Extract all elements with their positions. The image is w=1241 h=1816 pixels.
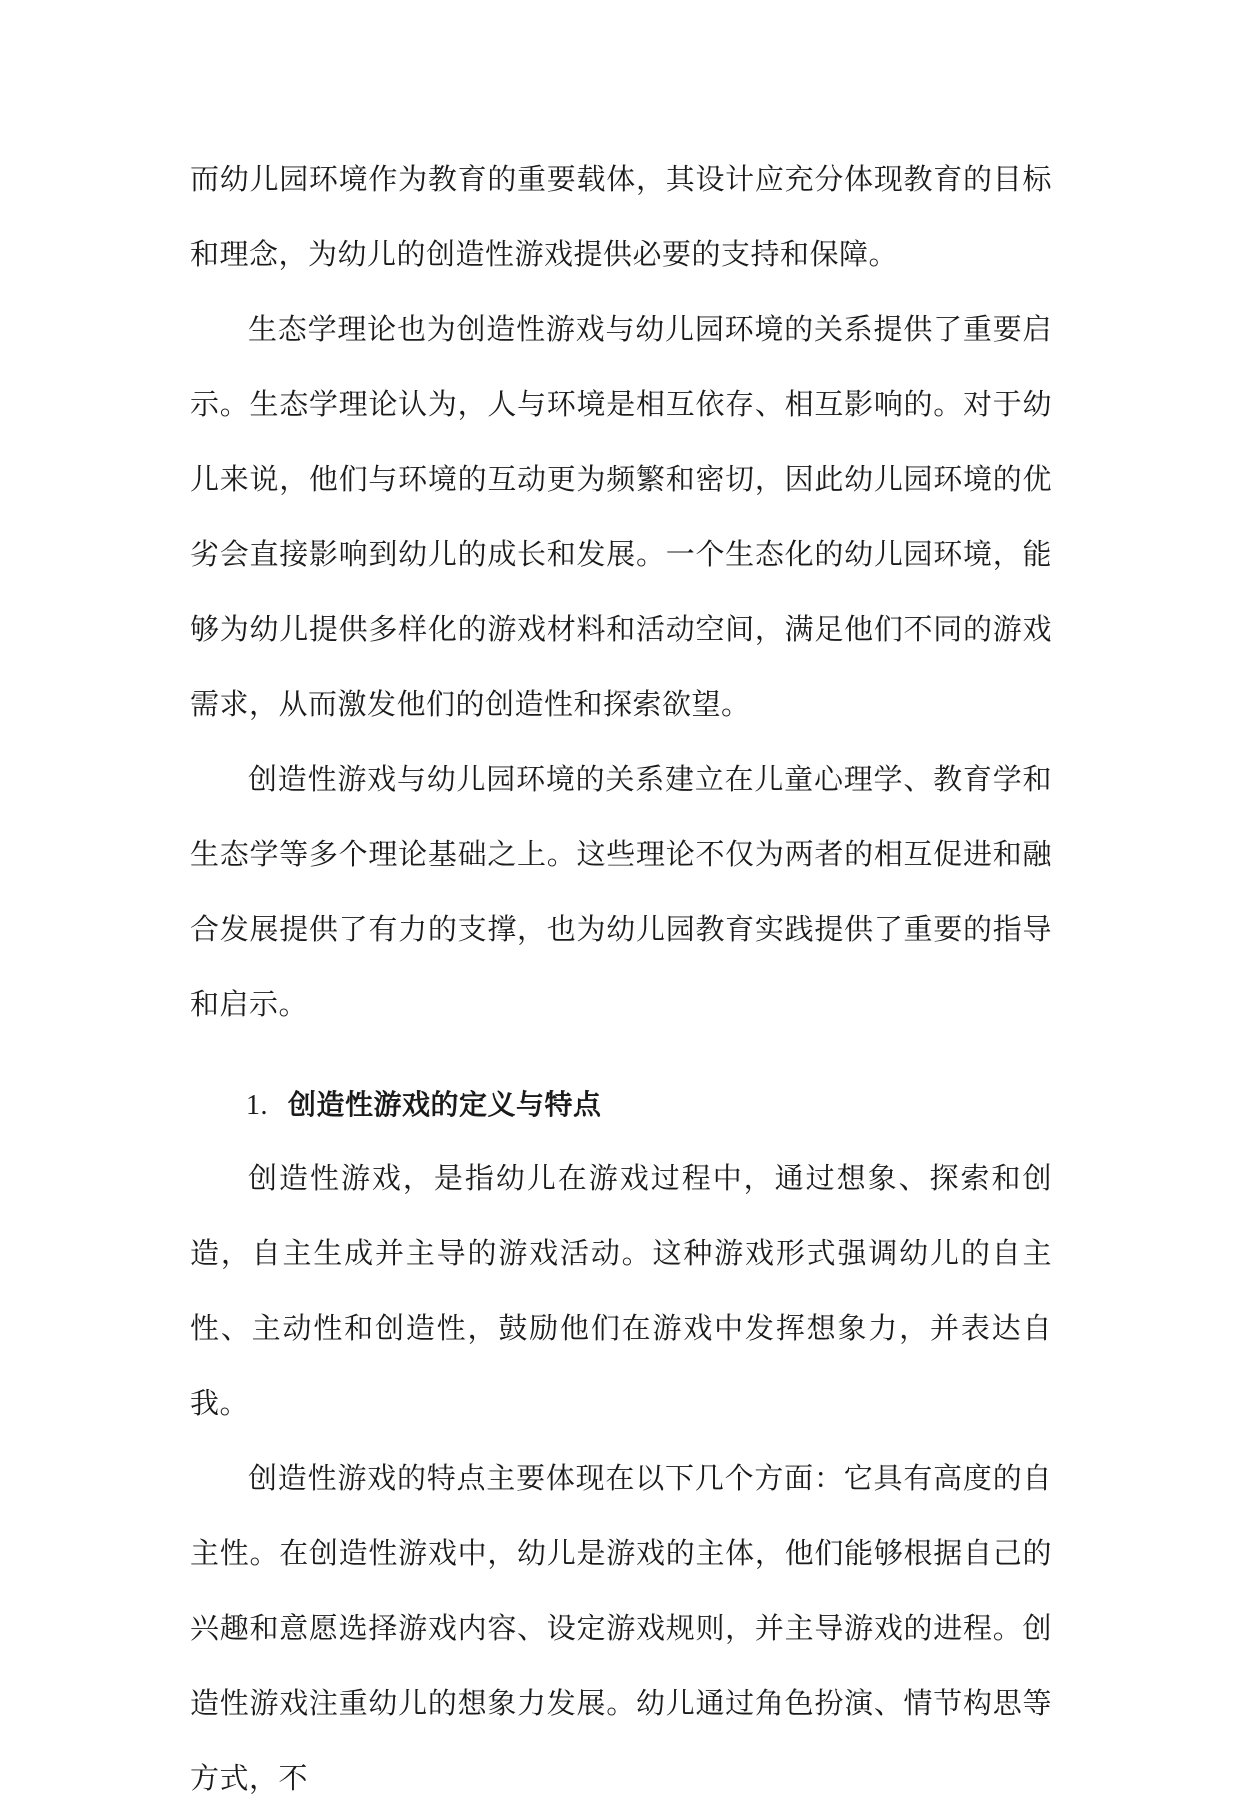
section-number: 1. <box>246 1090 268 1121</box>
paragraph-ecology-theory: 生态学理论也为创造性游戏与幼儿园环境的关系提供了重要启示。生态学理论认为，人与环境是相互依存、相互影响的。对于幼儿来说，他们与环境的互动更为频繁和密切，因此幼儿园环境的优劣会直接影响到幼儿的成长和发展。一个生态化的幼儿园环境，能够为幼儿提供多样化的游戏材料和活动空间，满足他们不同的游戏需求，从而激发他们的创造性和探索欲望。 <box>190 312 1052 721</box>
paragraph-theory-summary: 创造性游戏与幼儿园环境的关系建立在儿童心理学、教育学和生态学等多个理论基础之上。这些理论不仅为两者的相互促进和融合发展提供了有力的支撑，也为幼儿园教育实践提供了重要的指导和启示。 <box>190 762 1052 1021</box>
section-title: 创造性游戏的定义与特点 <box>288 1088 602 1121</box>
section-heading <box>190 1070 1052 1141</box>
paragraph-characteristics: 创造性游戏的特点主要体现在以下几个方面：它具有高度的自主性。在创造性游戏中，幼儿是游戏的主体，他们能够根据自己的兴趣和意愿选择游戏内容、设定游戏规则，并主导游戏的进程。创造性游戏注重幼儿的想象力发展。幼儿通过角色扮演、情节构思等方式，不 <box>190 1461 1052 1795</box>
paragraph-continuation: 而幼儿园环境作为教育的重要载体，其设计应充分体现教育的目标和理念，为幼儿的创造性游戏提供必要的支持和保障。 <box>190 162 1052 271</box>
paragraph-definition: 创造性游戏，是指幼儿在游戏过程中，通过想象、探索和创造，自主生成并主导的游戏活动。这种游戏形式强调幼儿的自主性、主动性和创造性，鼓励他们在游戏中发挥想象力，并表达自我。 <box>190 1161 1052 1420</box>
document-body <box>190 142 1052 1816</box>
